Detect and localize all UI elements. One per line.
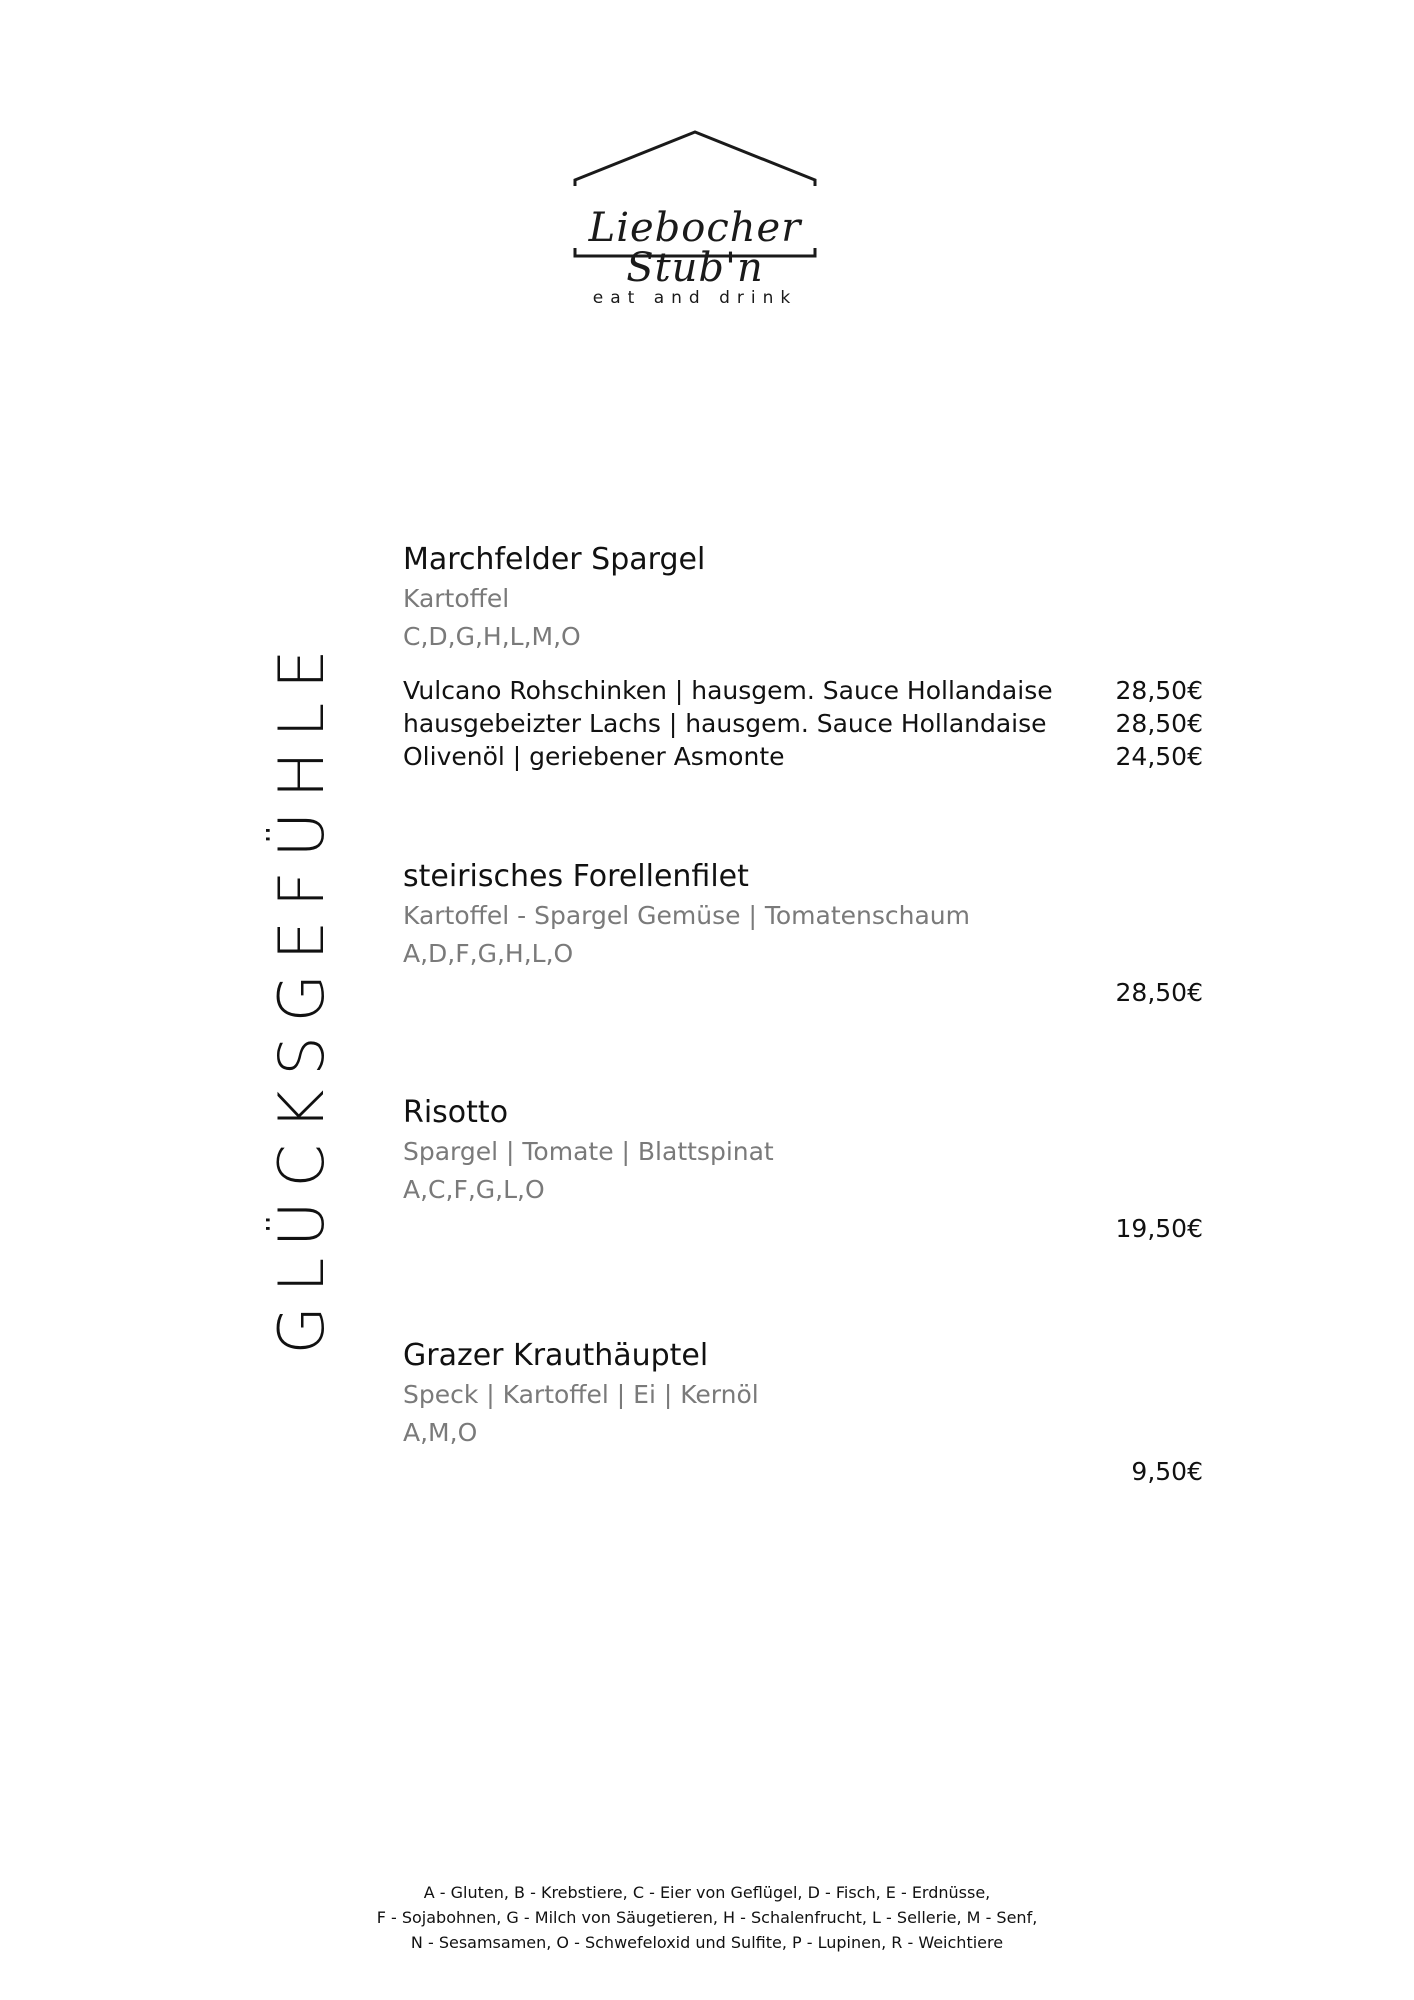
dish-description: Kartoffel: [403, 584, 510, 613]
variant-label: hausgebeizter Lachs | hausgem. Sauce Hollandaise: [403, 709, 1047, 738]
section-title: GLÜCKSGEFÜHLE: [265, 635, 338, 1355]
logo-name: Liebocher Stub'n: [588, 205, 802, 291]
price-row: [403, 1209, 1203, 1249]
dish-name: Risotto: [403, 1095, 509, 1130]
allergen-legend-line: F - Sojabohnen, G - Milch von Säugetieren, H - Schalenfrucht, L - Sellerie, M - Senf,: [376, 1908, 1038, 1927]
dish-price: 19,50€: [1115, 1214, 1203, 1243]
menu-item: [403, 1093, 1203, 1249]
menu-item: [403, 540, 1203, 773]
variant-label: Vulcano Rohschinken | hausgem. Sauce Hollandaise: [403, 676, 1053, 705]
allergen-legend-line: N - Sesamsamen, O - Schwefeloxid und Sulfite, P - Lupinen, R - Weichtiere: [410, 1933, 1004, 1952]
logo-tagline: eat and drink: [592, 288, 798, 308]
dish-variant: [403, 674, 1203, 707]
dish-variant: [403, 707, 1203, 740]
dish-description: Speck | Kartoffel | Ei | Kernöl: [403, 1380, 759, 1409]
price-row: [403, 973, 1203, 1013]
variant-label: Olivenöl | geriebener Asmonte: [403, 742, 785, 771]
dish-price: 9,50€: [1131, 1457, 1203, 1486]
dish-allergens: A,M,O: [403, 1418, 478, 1447]
variant-price: 28,50€: [1115, 676, 1203, 705]
dish-allergens: A,D,F,G,H,L,O: [403, 939, 574, 968]
dish-description: Spargel | Tomate | Blattspinat: [403, 1137, 774, 1166]
variant-price: 28,50€: [1115, 709, 1203, 738]
dish-price: 28,50€: [1115, 978, 1203, 1007]
dish-name: Marchfelder Spargel: [403, 542, 706, 577]
dish-name: steirisches Forellenfilet: [403, 859, 749, 894]
allergen-legend-line: A - Gluten, B - Krebstiere, C - Eier von Geflügel, D - Fisch, E - Erdnüsse,: [423, 1883, 991, 1902]
menu-item: [403, 857, 1203, 1013]
dish-variant: [403, 740, 1203, 773]
dish-allergens: A,C,F,G,L,O: [403, 1175, 545, 1204]
allergen-legend: [0, 1880, 1414, 1955]
dish-description: Kartoffel - Spargel Gemüse | Tomatenschaum: [403, 901, 970, 930]
menu-item: [403, 1336, 1203, 1492]
restaurant-logo: [530, 128, 860, 318]
dish-allergens: C,D,G,H,L,M,O: [403, 622, 581, 651]
dish-name: Grazer Krauthäuptel: [403, 1338, 709, 1373]
price-row: [403, 1452, 1203, 1492]
variant-price: 24,50€: [1115, 742, 1203, 771]
